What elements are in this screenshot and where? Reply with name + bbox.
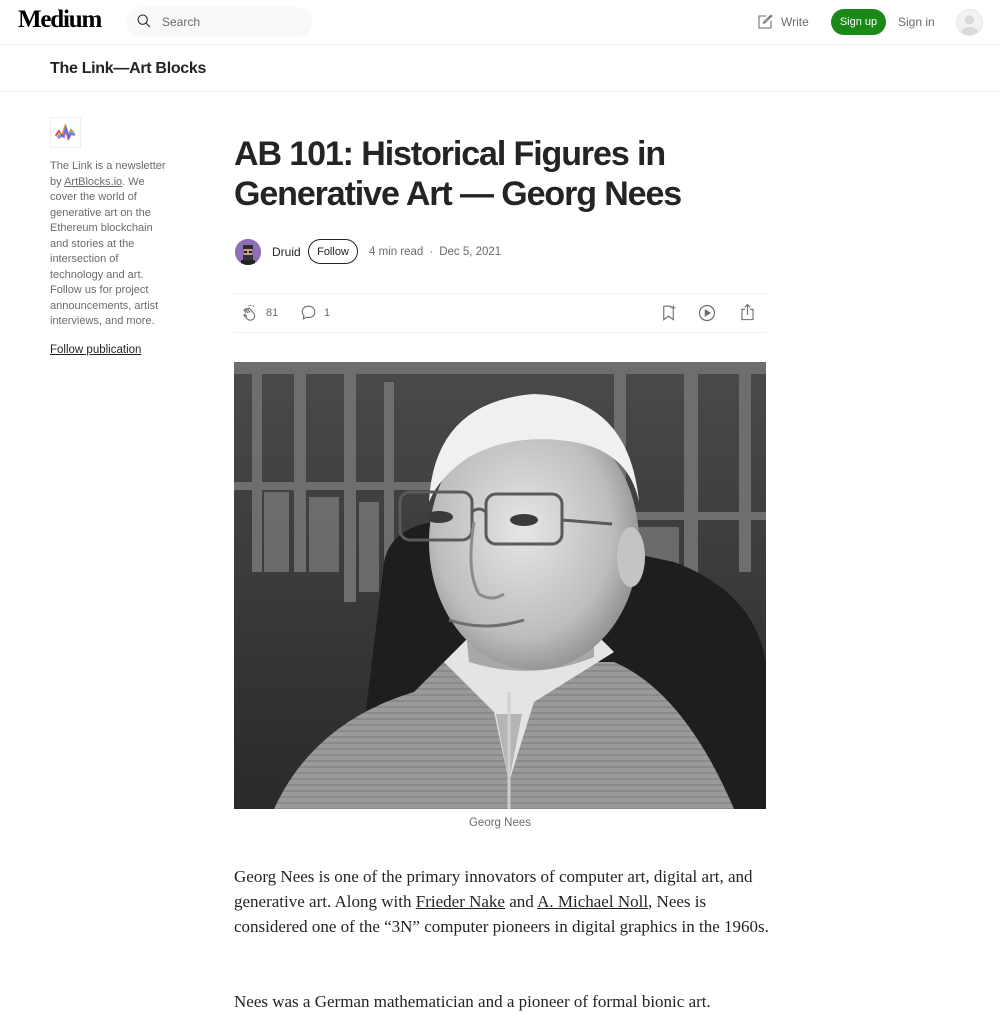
sign-in-link[interactable]: Sign in xyxy=(898,15,935,29)
save-button[interactable] xyxy=(659,303,678,322)
michael-noll-link[interactable]: A. Michael Noll xyxy=(537,892,649,911)
follow-publication-link[interactable]: Follow publication xyxy=(50,344,142,356)
responses-button[interactable] xyxy=(299,303,330,322)
share-button[interactable] xyxy=(738,303,757,322)
paragraph-text: Georg Nees is one of the primary innovators of computer art, digital art, and generative art. Along with xyxy=(234,867,753,911)
publication-desc-text: The Link is a newsletter by xyxy=(50,160,166,188)
write-label: Write xyxy=(781,15,809,29)
share-icon xyxy=(738,303,757,322)
frieder-nake-link[interactable]: Frieder Nake xyxy=(415,892,505,911)
clap-button[interactable] xyxy=(240,303,278,323)
write-link[interactable] xyxy=(756,11,809,33)
article-meta xyxy=(369,246,501,258)
bookmark-icon xyxy=(659,303,678,322)
paragraph-text: and xyxy=(504,892,538,911)
clap-icon xyxy=(240,303,260,323)
clap-count: 81 xyxy=(266,307,279,319)
search-icon xyxy=(136,13,152,29)
article-title: AB 101: Historical Figures in Generative Art — Georg Nees xyxy=(234,135,682,213)
publish-date: Dec 5, 2021 xyxy=(439,246,502,258)
write-icon xyxy=(756,13,774,31)
medium-logo[interactable]: Medium xyxy=(18,6,102,33)
sign-up-button[interactable]: Sign up xyxy=(831,9,886,35)
user-icon xyxy=(957,10,982,35)
article-action-bar xyxy=(234,293,766,333)
user-avatar[interactable] xyxy=(956,9,983,36)
read-time: 4 min read xyxy=(369,246,424,258)
publication-title[interactable]: The Link—Art Blocks xyxy=(50,60,207,77)
paragraph-text: , Nees is considered one of the “3N” computer pioneers in digital graphics in the 1960s. xyxy=(234,892,769,936)
artblocks-link[interactable]: ArtBlocks.io xyxy=(64,175,123,188)
article-paragraph-2: Nees was a German mathematician and a pioneer of formal bionic art. xyxy=(234,992,711,1011)
comment-icon xyxy=(299,303,318,322)
listen-button[interactable] xyxy=(697,303,717,323)
author-avatar-icon xyxy=(235,239,261,265)
publication-logo-icon xyxy=(51,118,80,147)
publication-description xyxy=(50,159,170,330)
follow-author-button[interactable]: Follow xyxy=(308,239,358,264)
play-icon xyxy=(697,303,717,323)
author-name[interactable]: Druid xyxy=(272,245,301,259)
search-input[interactable] xyxy=(162,13,302,31)
publication-desc-text-rest: . We cover the world of generative art on the Ethereum blockchain and stories at the intersection of technology and art. Follow us for project announcements, artist interviews, and more. xyxy=(50,175,159,327)
responses-count: 1 xyxy=(324,306,331,319)
article-paragraph xyxy=(234,864,774,939)
publication-logo[interactable] xyxy=(50,117,81,148)
image-caption: Georg Nees xyxy=(468,817,531,829)
meta-separator: · xyxy=(429,246,434,258)
article-hero-image xyxy=(234,362,766,809)
portrait-photo xyxy=(234,362,766,809)
author-avatar[interactable] xyxy=(235,239,261,265)
